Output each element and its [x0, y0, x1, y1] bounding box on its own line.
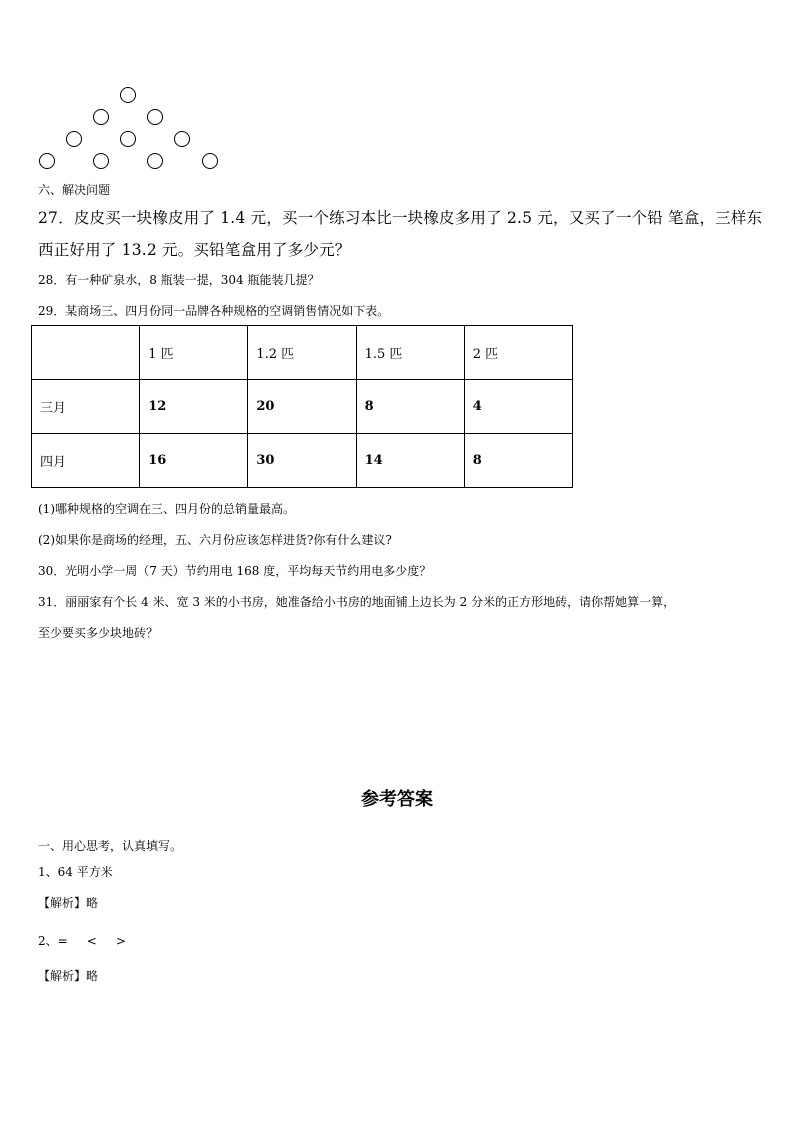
table-cell: 14 [356, 434, 464, 488]
table-header-cell: 2 匹 [464, 326, 572, 380]
question-27-line1: 27．皮皮买一块橡皮用了 1.4 元，买一个练习本比一块橡皮多用了 2.5 元，又买了一个铅 笔盒，三样东 [38, 209, 763, 227]
section-heading: 六、解决问题 [38, 183, 111, 197]
table-cell: 30 [248, 434, 356, 488]
answer-1: 1、64 平方米 [38, 865, 113, 879]
table-cell: 16 [140, 434, 248, 488]
sales-table [31, 325, 573, 488]
answer-2: 2、= < > [38, 934, 126, 948]
table-cell: 8 [356, 380, 464, 434]
table-row-label: 三月 [32, 380, 140, 434]
table-header-cell: 1.5 匹 [356, 326, 464, 380]
circle [202, 153, 218, 169]
question-29-part-1: (1)哪种规格的空调在三、四月份的总销量最高。 [38, 502, 295, 516]
circle [93, 109, 109, 125]
table-row [32, 434, 573, 488]
circle [93, 153, 109, 169]
table-header-cell: 1 匹 [140, 326, 248, 380]
question-31-line2: 至少要买多少块地砖？ [38, 626, 159, 640]
circle [39, 153, 55, 169]
table-header-row [32, 326, 573, 380]
table-cell: 4 [464, 380, 572, 434]
table-header-cell: 1.2 匹 [248, 326, 356, 380]
circle [174, 131, 190, 147]
circle [120, 87, 136, 103]
table-header-cell [32, 326, 140, 380]
table-cell: 12 [140, 380, 248, 434]
table-row [32, 380, 573, 434]
answer-2-note: 【解析】略 [38, 969, 99, 983]
question-29-part-2: (2)如果你是商场的经理，五、六月份应该怎样进货?你有什么建议? [38, 533, 392, 547]
question-27-line2: 西正好用了 13.2 元。买铅笔盒用了多少元？ [38, 241, 351, 259]
circle [147, 109, 163, 125]
answers-section-heading: 一、用心思考，认真填写。 [38, 839, 183, 853]
table-cell: 20 [248, 380, 356, 434]
answers-title: 参考答案 [361, 789, 433, 810]
answer-1-note: 【解析】略 [38, 896, 99, 910]
table-row-label: 四月 [32, 434, 140, 488]
table-cell: 8 [464, 434, 572, 488]
question-30: 30．光明小学一周（7 天）节约用电 168 度，平均每天节约用电多少度？ [38, 564, 432, 578]
question-28: 28．有一种矿泉水，8 瓶装一提，304 瓶能装几提？ [38, 273, 320, 287]
question-31-line1: 31．丽丽家有个长 4 米、宽 3 米的小书房，她准备给小书房的地面铺上边长为 2 分米的正方形地砖，请你帮她算一算， [38, 595, 676, 609]
circle [66, 131, 82, 147]
circle [120, 131, 136, 147]
circle [147, 153, 163, 169]
question-29: 29．某商场三、四月份同一品牌各种规格的空调销售情况如下表。 [38, 304, 390, 318]
